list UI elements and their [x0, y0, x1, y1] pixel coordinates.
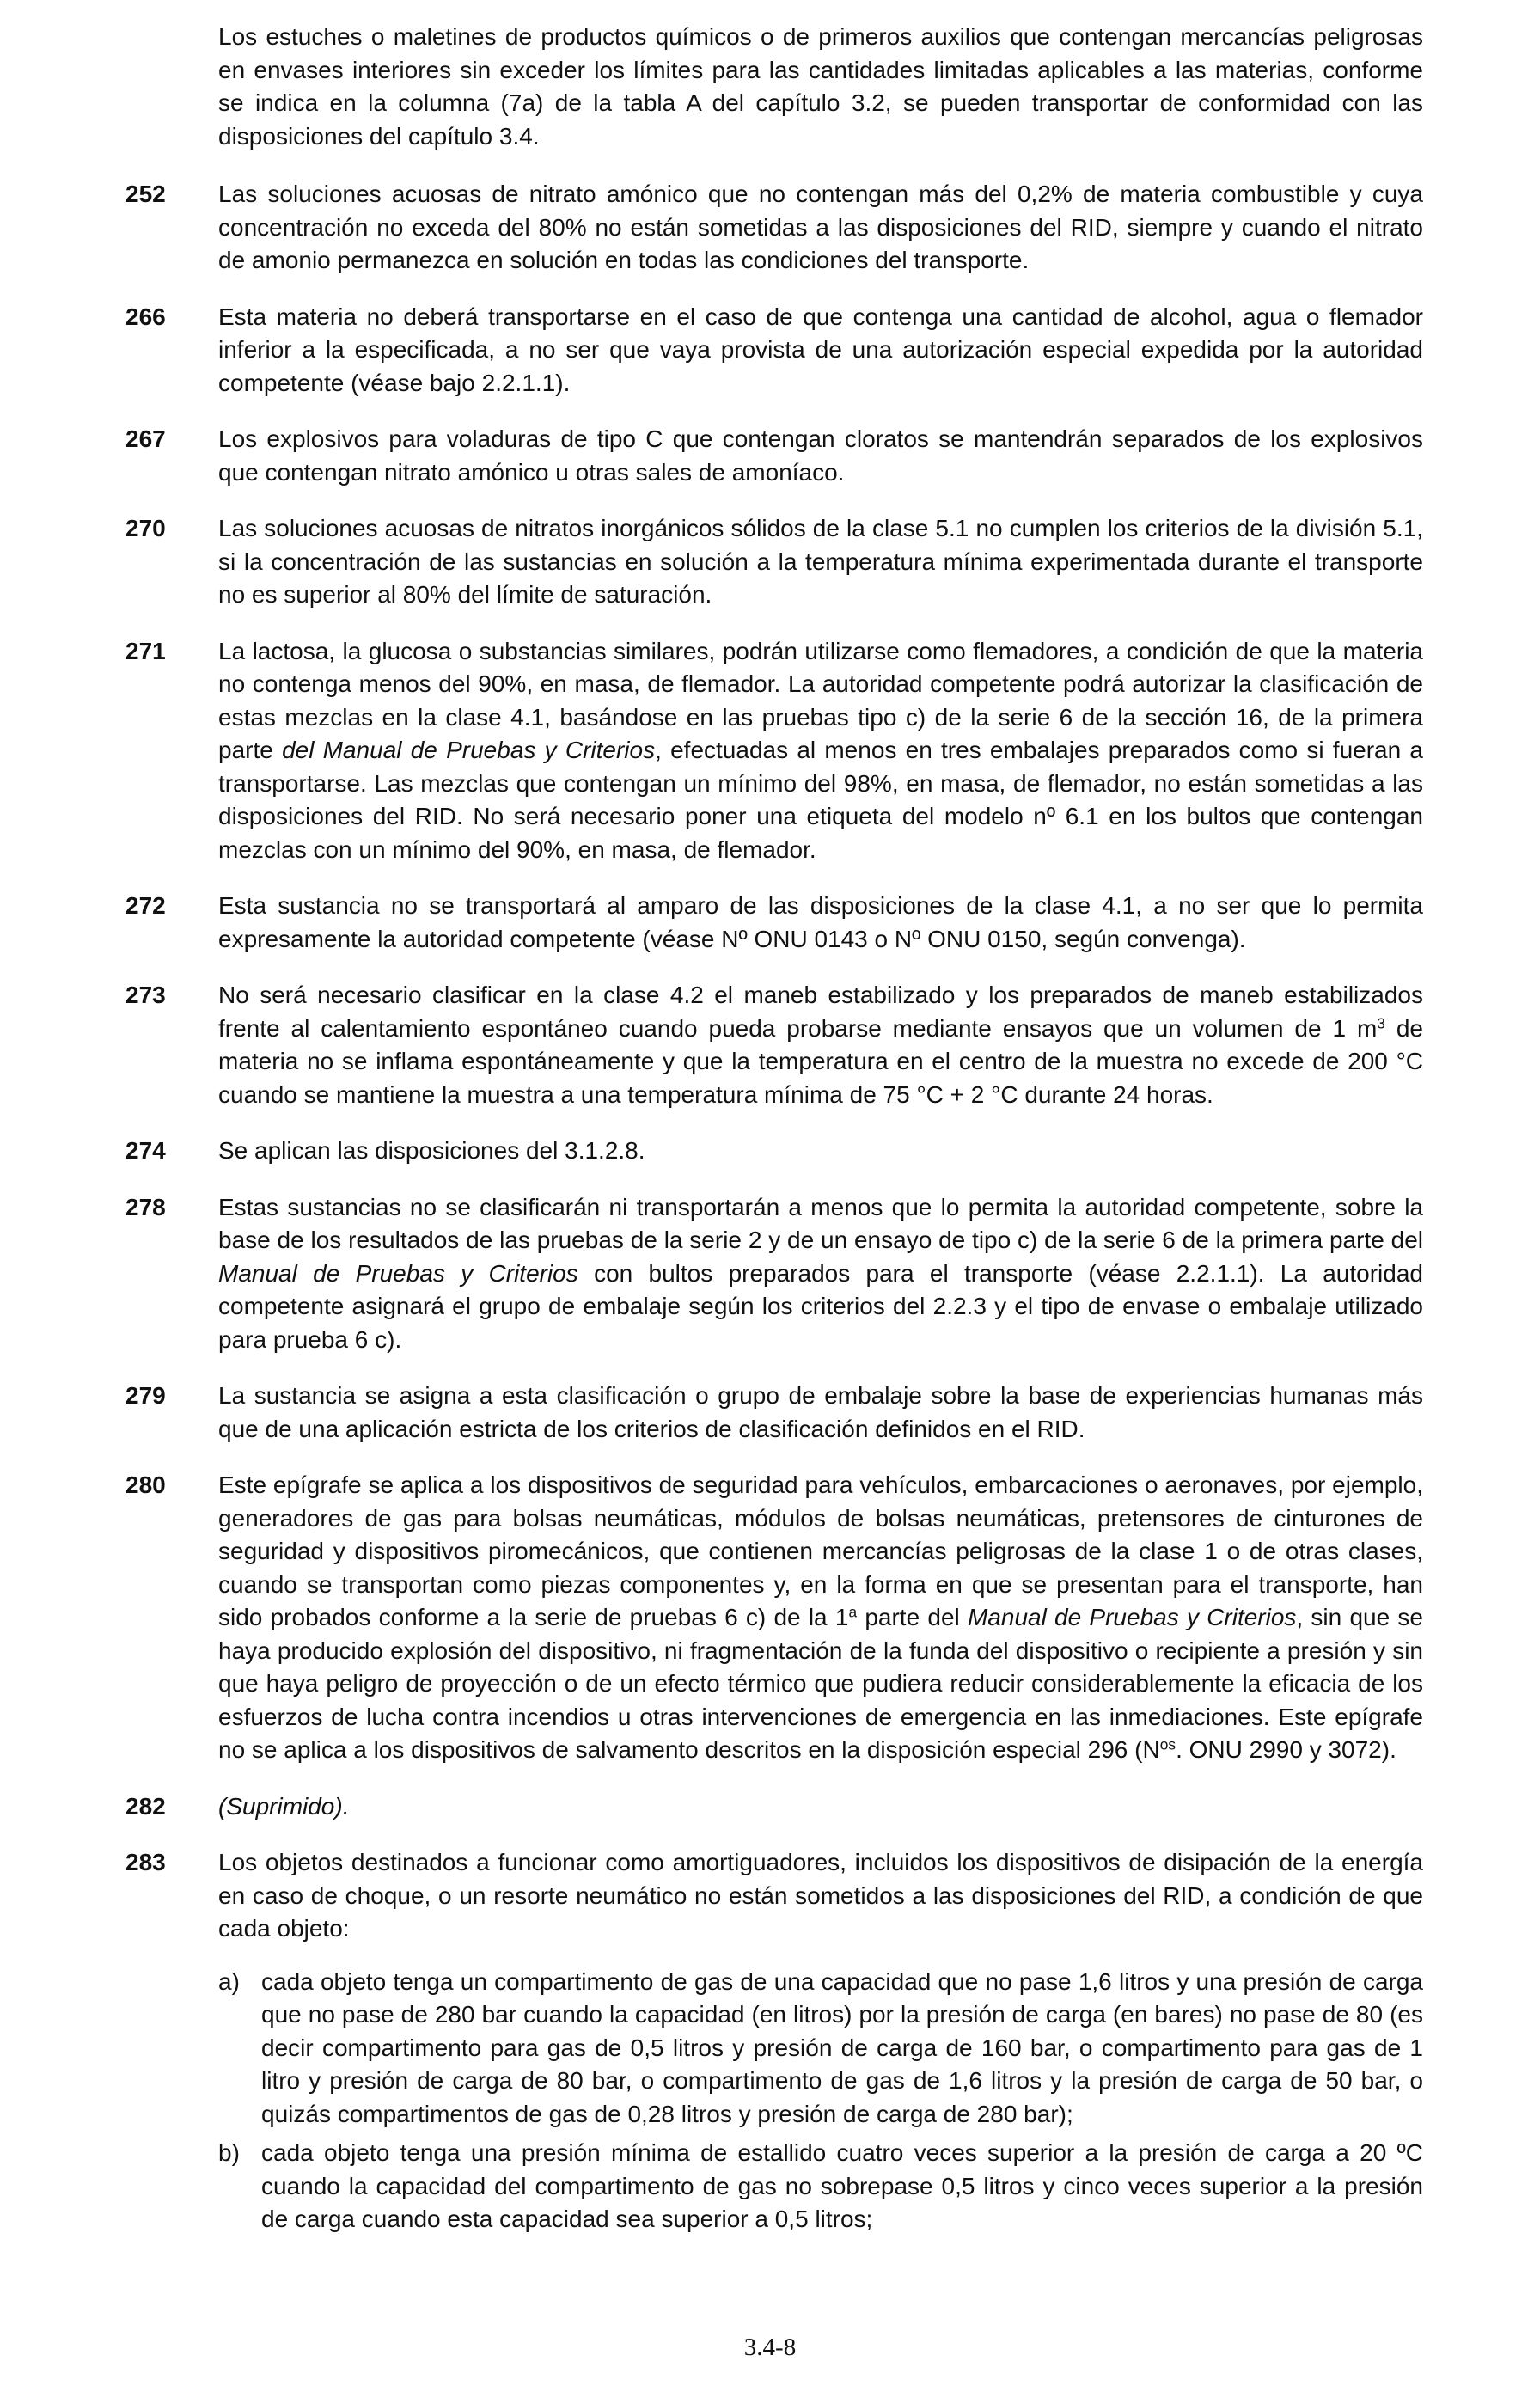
condition-item	[218, 2137, 1423, 2236]
provision-text	[218, 178, 1423, 278]
text-run: Esta materia no deberá transportarse en el caso de que contenga una cantidad de alcohol, agua o flemador inferior a la especificada, a no ser que vaya provista de una autorización especial expedida por la autoridad competente (véase bajo 2.2.1.1).	[218, 303, 1423, 396]
provision-entry	[125, 178, 1423, 278]
provision-entry	[125, 1790, 1423, 1824]
provision-number: 274	[125, 1137, 166, 1164]
text-run: . ONU 2990 y 3072).	[1176, 1736, 1396, 1763]
provision-text	[218, 1191, 1423, 1357]
provision-text	[218, 1790, 1423, 1824]
provision-entry	[125, 635, 1423, 867]
condition-text: cada objeto tenga un compartimento de gas de una capacidad que no pase 1,6 litros y una presión de carga que no pase de 280 bar cuando la capacidad (en litros) por la presión de carga (en bares) no pase de 80 (es decir compartimento para gas de 0,5 litros y presión de carga de 160 bar, o compartimento para gas de 1 litro y presión de carga de 80 bar, o compartimento de gas de 1,6 litros y la presión de carga de 50 bar, o quizás compartimentos de gas de 0,28 litros y presión de carga de 280 bar);	[261, 1967, 1423, 2127]
provision-number: 280	[125, 1471, 166, 1498]
provision-text	[218, 423, 1423, 489]
text-run: Las soluciones acuosas de nitratos inorgánicos sólidos de la clase 5.1 no cumplen los criterios de la división 5.1, si la concentración de las sustancias en solución a la temperatura mínima experimentada durante el transporte no es superior al 80% del límite de saturación.	[218, 515, 1423, 608]
provision-text	[218, 1846, 1423, 1946]
provision-entry	[125, 512, 1423, 612]
provision-number: 267	[125, 425, 166, 452]
text-run: , sin que se haya producido explosión del dispositivo, ni fragmentación de la funda del dispositivo o recipiente a presión y sin que haya peligro de proyección o de un efecto térmico que pudiera reducir considerablemente la eficacia de los esfuerzos de lucha contra incendios u otras intervenciones de emergencia en las inmediaciones. Este epígrafe no se aplica a los dispositivos de salvamento descritos en la disposición especial 296 (N	[218, 1604, 1423, 1763]
text-run: Los explosivos para voladuras de tipo C que contengan cloratos se mantendrán separados de los explosivos que contengan nitrato amónico u otras sales de amoníaco.	[218, 425, 1423, 486]
provision-text	[218, 979, 1423, 1111]
intro-paragraph: Los estuches o maletines de productos químicos o de primeros auxilios que contengan mercancías peligrosas en envases interiores sin exceder los límites para las cantidades limitadas aplicables a las materias, conforme se indica en la columna (7a) de la tabla A del capítulo 3.2, se pueden transportar de conformidad con las disposiciones del capítulo 3.4.	[218, 23, 1423, 150]
text-run: Se aplican las disposiciones del 3.1.2.8.	[218, 1137, 645, 1164]
provision-entry	[125, 979, 1423, 1111]
provision-entry	[125, 1469, 1423, 1767]
provision-entry	[125, 890, 1423, 956]
text-run: , efectuadas al menos en tres embalajes preparados como si fueran a transportarse. Las mezclas que contengan un mínimo del 98%, en masa, de flemador, no están sometidas a las disposiciones del RID. No será necesario poner una etiqueta del modelo nº 6.1 en los bultos que contengan mezclas con un mínimo del 90%, en masa, de flemador.	[218, 737, 1424, 863]
condition-label: b)	[218, 2139, 240, 2166]
condition-item	[218, 1966, 1423, 2132]
condition-label: a)	[218, 1967, 240, 1995]
page-content	[125, 21, 1423, 2266]
italic-text: (Suprimido).	[218, 1792, 350, 1820]
provision-entry	[125, 1135, 1423, 1168]
provision-number: 266	[125, 303, 166, 330]
provision-entry	[125, 1846, 1423, 2242]
text-run: Las soluciones acuosas de nitrato amónico que no contengan más del 0,2% de materia combustible y cuya concentración no exceda del 80% no están sometidas a las disposiciones del RID, siempre y cuando el nitrato de amonio permanezca en solución en todas las condiciones del transporte.	[218, 180, 1423, 273]
provision-number: 273	[125, 982, 166, 1008]
text-run: No será necesario clasificar en la clase 4.2 el maneb estabilizado y los preparados de maneb estabilizados frente al calentamiento espontáneo cuando pueda probarse mediante ensayos que un volumen de 1 m	[218, 982, 1423, 1042]
page-number: 3.4-8	[743, 2334, 797, 2361]
italic-reference: Manual de Pruebas y Criterios	[218, 1259, 578, 1287]
provision-entry	[125, 1191, 1423, 1357]
provision-entry	[125, 423, 1423, 489]
provision-number: 252	[125, 180, 166, 207]
text-run: Esta sustancia no se transportará al amparo de las disposiciones de la clase 4.1, a no ser que lo permita expresamente la autoridad competente (véase Nº ONU 0143 o Nº ONU 0150, según convenga).	[218, 892, 1423, 952]
text-run: de materia no se inflama espontáneamente y que la temperatura en el centro de la muestra no excede de 200 °C cuando se mantiene la muestra a una temperatura mínima de 75 °C + 2 °C durante 24 horas.	[218, 1014, 1423, 1108]
superscript: 3	[1377, 1013, 1385, 1031]
provision-entry	[125, 1380, 1423, 1446]
italic-reference: Manual de Pruebas y Criterios	[967, 1604, 1297, 1630]
italic-reference: del Manual de Pruebas y Criterios	[282, 737, 656, 763]
provision-text	[218, 890, 1423, 956]
provision-text	[218, 1469, 1423, 1767]
text-run: La sustancia se asigna a esta clasificación o grupo de embalaje sobre la base de experiencias humanas más que de una aplicación estricta de los criterios de clasificación definidos en el RID.	[218, 1382, 1423, 1442]
text-run: con bultos preparados para el transporte (véase 2.2.1.1). La autoridad competente asignará el grupo de embalaje según los criterios del 2.2.3 y el tipo de envase o embalaje utilizado para prueba 6 c).	[218, 1259, 1423, 1353]
provision-body	[218, 1846, 1423, 2242]
provision-number: 270	[125, 515, 166, 541]
provision-number: 283	[125, 1849, 166, 1875]
condition-text: cada objeto tenga una presión mínima de estallido cuatro veces superior a la presión de carga a 20 ºC cuando la capacidad del compartimento de gas no sobrepase 0,5 litros y cinco veces superior a la presión de carga cuando esta capacidad sea superior a 0,5 litros;	[261, 2139, 1423, 2232]
superscript: a	[848, 1603, 858, 1621]
provision-number: 278	[125, 1193, 166, 1221]
provision-number: 279	[125, 1382, 166, 1409]
provision-text	[218, 301, 1423, 401]
condition-list	[218, 1966, 1423, 2236]
provision-number: 282	[125, 1792, 166, 1820]
text-run: Este epígrafe se aplica a los dispositivos de seguridad para vehículos, embarcaciones o aeronaves, por ejemplo, generadores de gas para bolsas neumáticas, módulos de bolsas neumáticas, pretensores de cinturones de seguridad y dispositivos piromecánicos, que contienen mercancías peligrosas de la clase 1 o de otras clases, cuando se transportan como piezas componentes y, en la forma en que se presentan para el transporte, han sido probados conforme a la serie de pruebas 6 c) de la 1	[218, 1471, 1423, 1630]
text-run: parte del	[857, 1604, 968, 1630]
provision-number: 271	[125, 637, 166, 664]
provision-text	[218, 1135, 1423, 1168]
provision-text	[218, 1380, 1423, 1446]
provision-text	[218, 635, 1423, 867]
text-run: La lactosa, la glucosa o substancias similares, podrán utilizarse como flemadores, a condición de que la materia no contenga menos del 90%, en masa, de flemador. La autoridad competente podrá autorizar la clasificación de estas mezclas en la clase 4.1, basándose en las pruebas tipo c) de la serie 6 de la sección 16, de la primera parte	[218, 637, 1423, 763]
superscript: os	[1159, 1735, 1176, 1753]
provision-text	[218, 512, 1423, 612]
text-run: Estas sustancias no se clasificarán ni transportarán a menos que lo permita la autoridad competente, sobre la base de los resultados de las pruebas de la serie 2 y de un ensayo de tipo c) de la serie 6 de la primera parte del	[218, 1193, 1423, 1253]
provision-entry	[125, 301, 1423, 401]
provision-number: 272	[125, 892, 166, 919]
text-run: Los objetos destinados a funcionar como amortiguadores, incluidos los dispositivos de disipación de la energía en caso de choque, o un resorte neumático no están sometidos a las disposiciones del RID, a condición de que cada objeto:	[218, 1849, 1423, 1942]
